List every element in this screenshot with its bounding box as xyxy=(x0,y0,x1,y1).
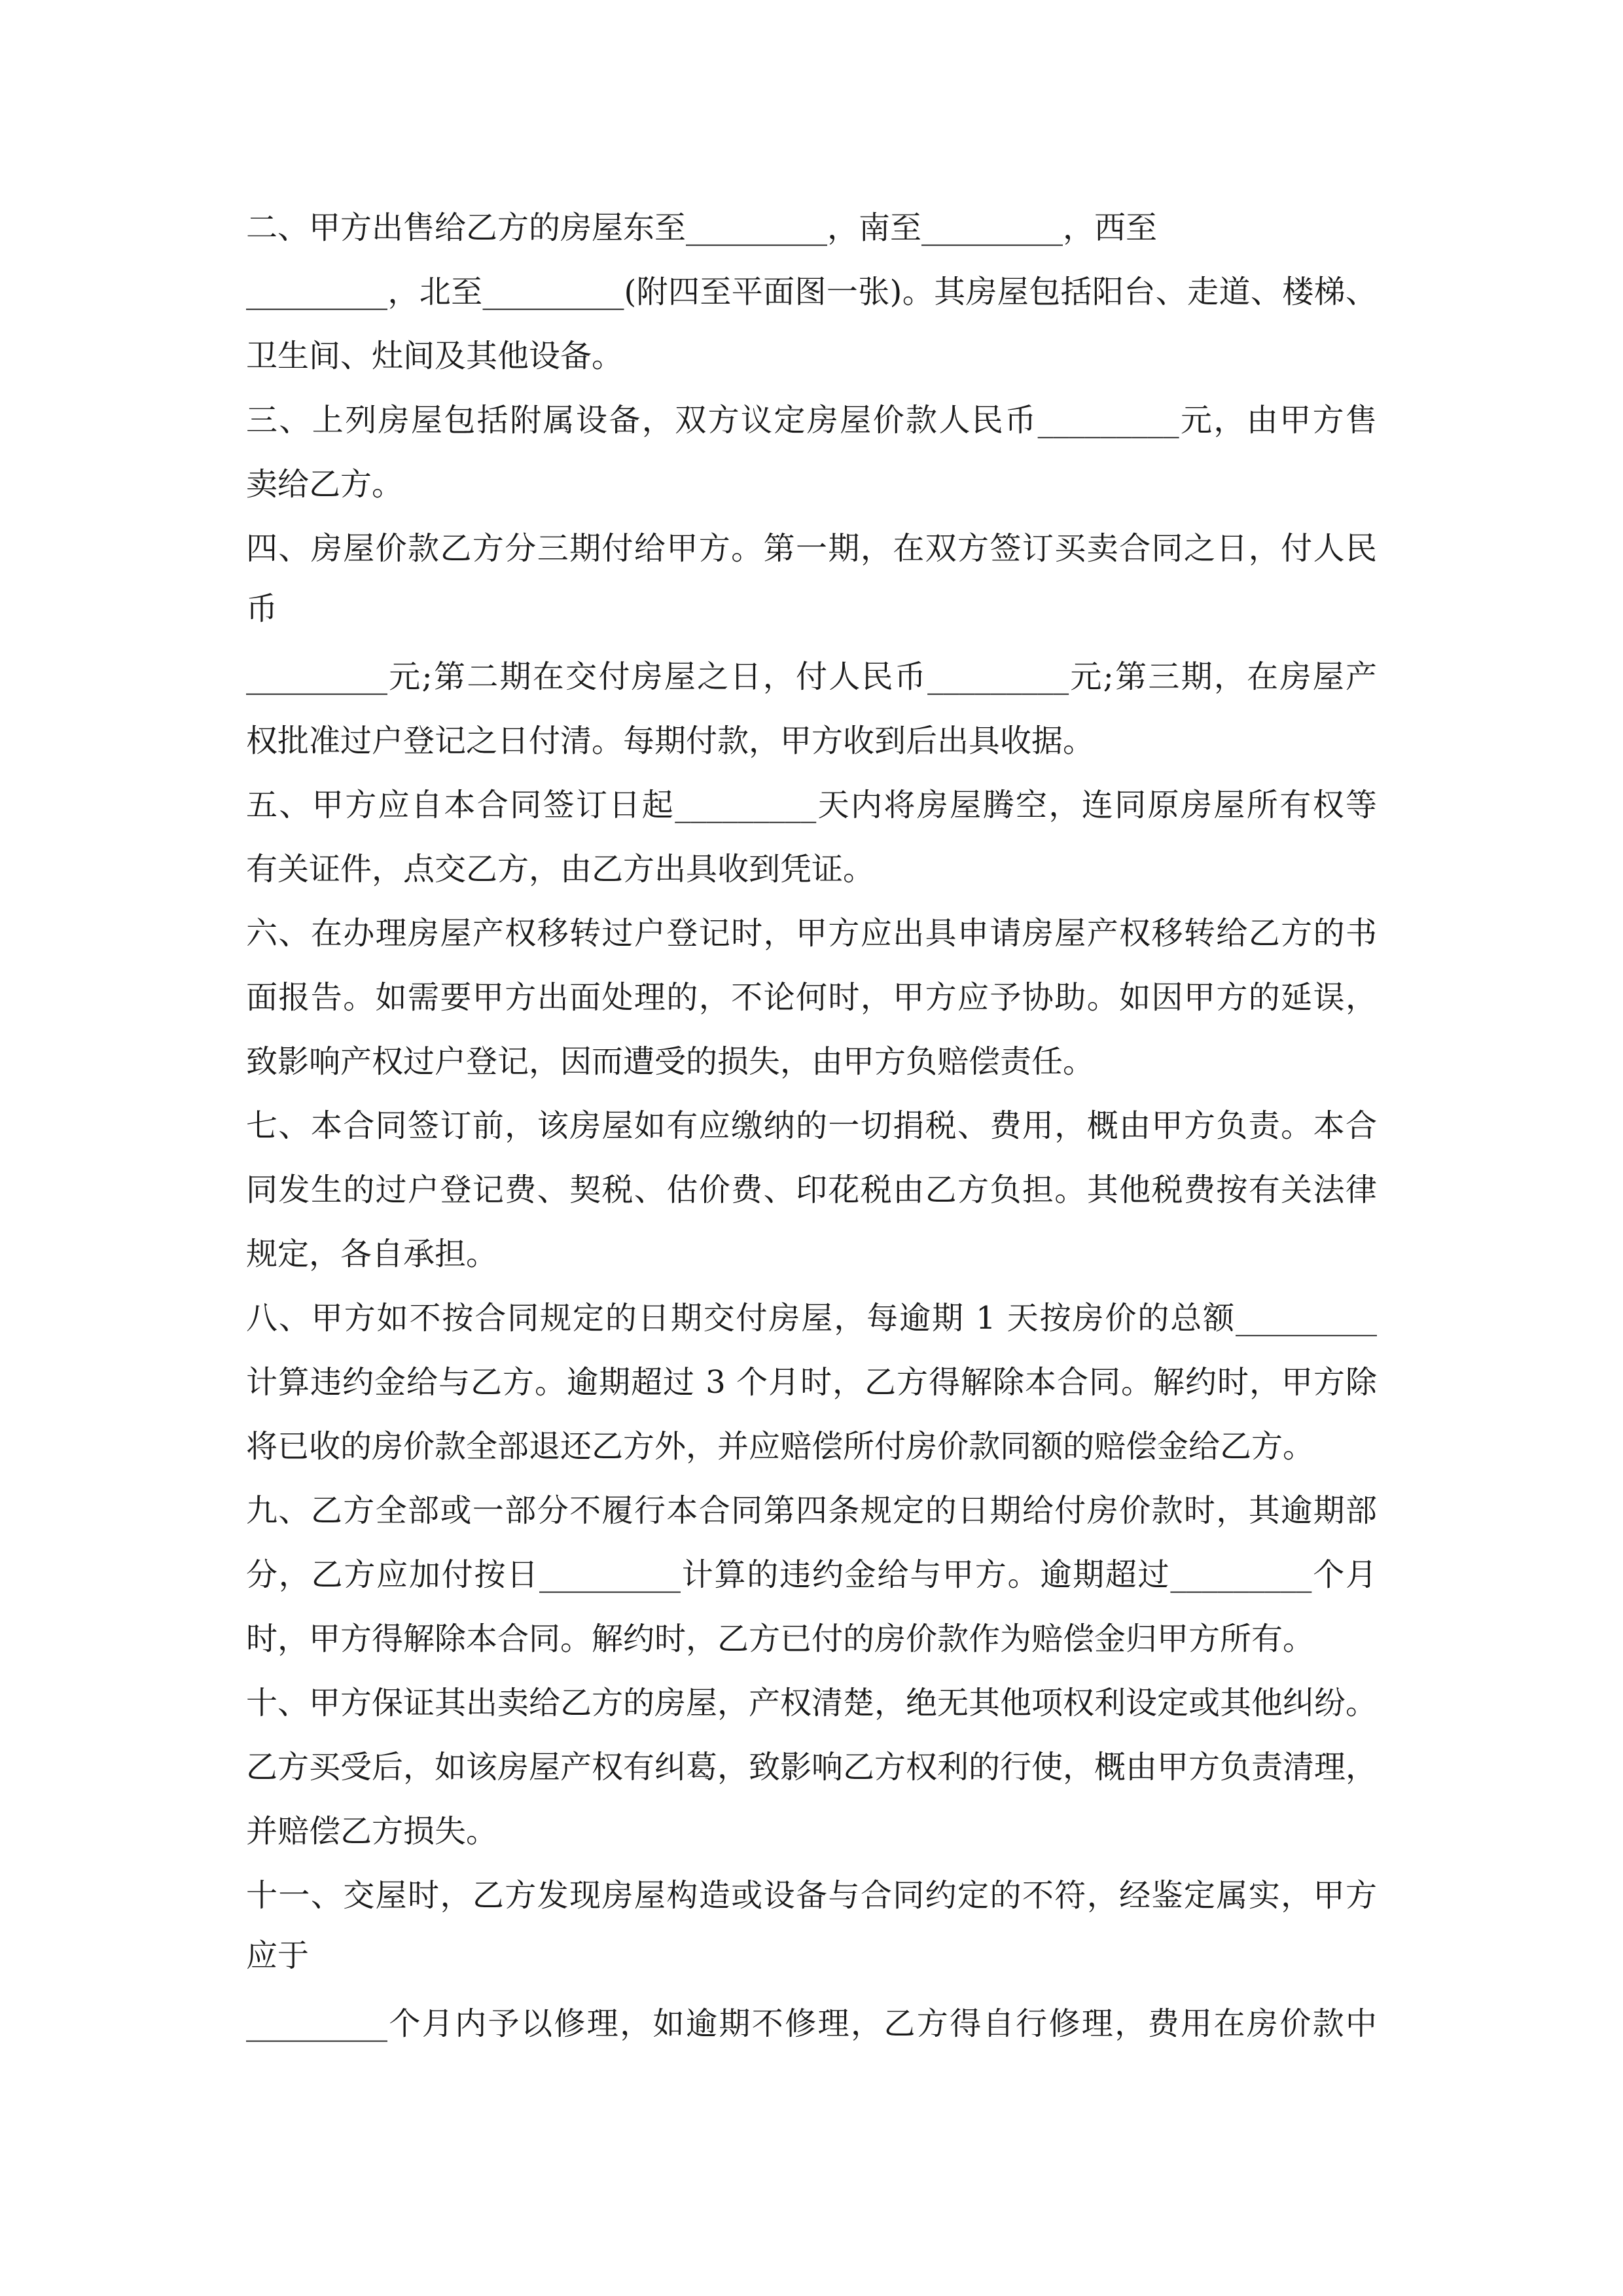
contract-line: 三、上列房屋包括附属设备，双方议定房屋价款人民币_________元，由甲方售 xyxy=(246,402,1377,439)
contract-line: 面报告。如需要甲方出面处理的，不论何时，甲方应予协助。如因甲方的延误， xyxy=(246,979,1377,1016)
contract-line: _________元;第二期在交付房屋之日，付人民币_________元;第三期，在房屋产 xyxy=(246,658,1377,695)
contract-line: 四、房屋价款乙方分三期付给甲方。第一期，在双方签订买卖合同之日，付人民 xyxy=(246,530,1377,567)
contract-line: 六、在办理房屋产权移转过户登记时，甲方应出具申请房屋产权移转给乙方的书 xyxy=(246,915,1377,952)
contract-line: 规定，各自承担。 xyxy=(246,1236,498,1272)
contract-line: 十、甲方保证其出卖给乙方的房屋，产权清楚，绝无其他项权利设定或其他纠纷。 xyxy=(246,1685,1378,1721)
contract-line: 八、甲方如不按合同规定的日期交付房屋，每逾期 1 天按房价的总额_________ xyxy=(246,1300,1377,1336)
contract-line: 并赔偿乙方损失。 xyxy=(246,1813,498,1850)
contract-line: 计算违约金给与乙方。逾期超过 3 个月时，乙方得解除本合同。解约时，甲方除 xyxy=(246,1364,1377,1401)
contract-line: 时，甲方得解除本合同。解约时，乙方已付的房价款作为赔偿金归甲方所有。 xyxy=(246,1621,1315,1657)
contract-line: 将已收的房价款全部退还乙方外，并应赔偿所付房价款同额的赔偿金给乙方。 xyxy=(246,1428,1315,1465)
contract-line: 五、甲方应自本合同签订日起_________天内将房屋腾空，连同原房屋所有权等 xyxy=(246,787,1377,823)
contract-line: 致影响产权过户登记，因而遭受的损失，由甲方负赔偿责任。 xyxy=(246,1043,1095,1080)
contract-line: _________，北至_________(附四至平面图一张)。其房屋包括阳台、走道、楼梯、 xyxy=(246,274,1377,310)
contract-line: 币 xyxy=(246,590,278,627)
contract-line: 乙方买受后，如该房屋产权有纠葛，致影响乙方权利的行使，概由甲方负责清理， xyxy=(246,1749,1378,1785)
contract-line: 二、甲方出售给乙方的房屋东至_________，南至_________，西至 xyxy=(246,209,1158,246)
contract-line: 九、乙方全部或一部分不履行本合同第四条规定的日期给付房价款时，其逾期部 xyxy=(246,1492,1377,1529)
contract-line: 同发生的过户登记费、契税、估价费、印花税由乙方负担。其他税费按有关法律 xyxy=(246,1172,1377,1208)
contract-line: 卫生间、灶间及其他设备。 xyxy=(246,338,624,374)
contract-line: 分，乙方应加付按日_________计算的违约金给与甲方。逾期超过_________个月 xyxy=(246,1556,1377,1593)
contract-line: 权批准过户登记之日付清。每期付款，甲方收到后出具收据。 xyxy=(246,723,1095,759)
contract-line: 应于 xyxy=(246,1937,310,1974)
contract-line: 十一、交屋时，乙方发现房屋构造或设备与合同约定的不符，经鉴定属实，甲方 xyxy=(246,1877,1377,1914)
contract-line: _________个月内予以修理，如逾期不修理，乙方得自行修理，费用在房价款中 xyxy=(246,2005,1377,2042)
contract-line: 卖给乙方。 xyxy=(246,466,404,503)
contract-line: 七、本合同签订前，该房屋如有应缴纳的一切捐税、费用，概由甲方负责。本合 xyxy=(246,1107,1377,1144)
contract-line: 有关证件，点交乙方，由乙方出具收到凭证。 xyxy=(246,851,875,888)
